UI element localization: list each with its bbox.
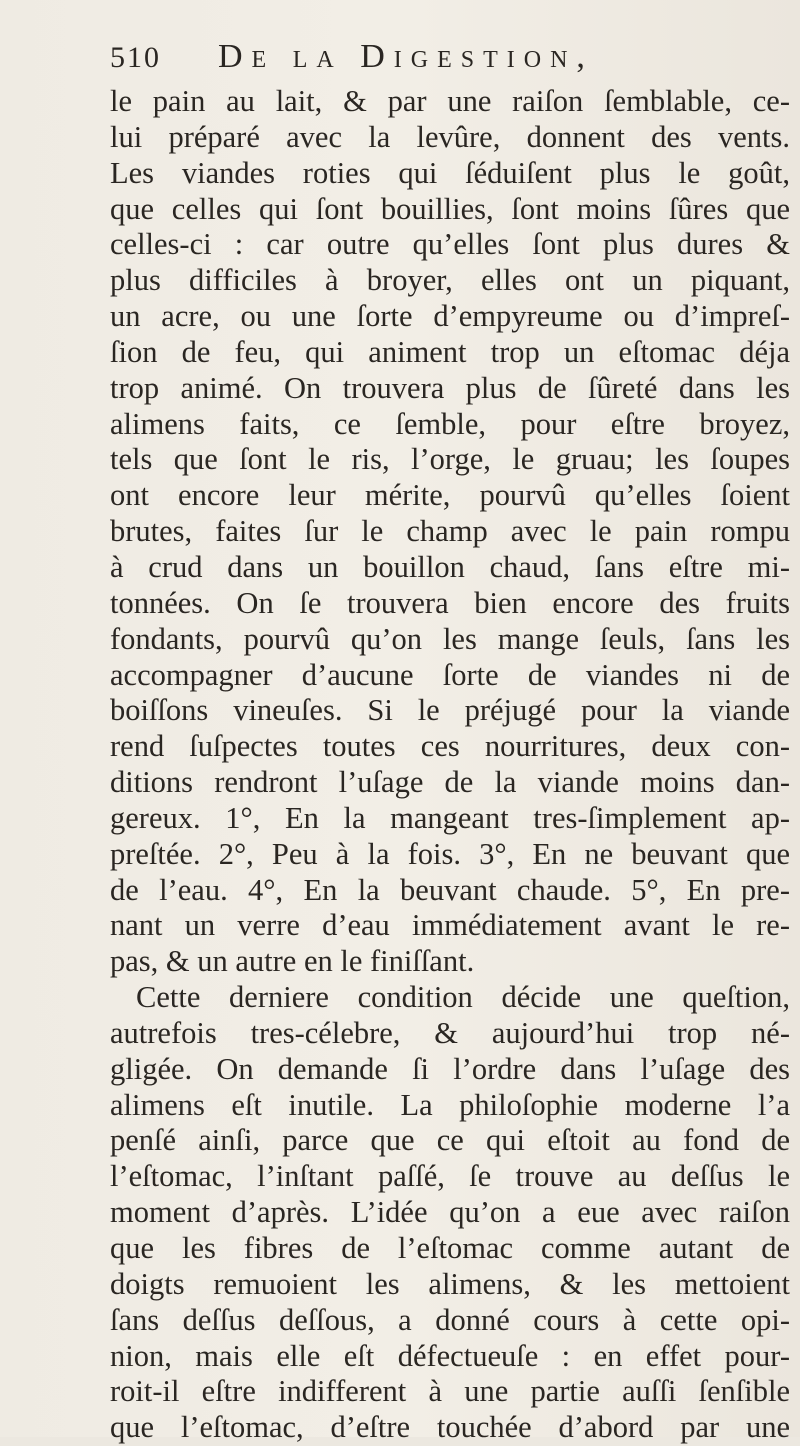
text-line: brutes, faites ſur le champ avec le pain rompu [110,514,790,549]
text-line: ſans deſſus deſſous, a donné cours à cette opi- [110,1302,790,1337]
text-line: ditions rendront l’uſage de la viande moins dan- [110,765,790,800]
text-line: tonnées. On ſe trouvera bien encore des fruits [110,585,790,620]
running-title: De la Digestion, [218,38,594,75]
text-line: pas, & un autre en le finiſſant. [110,944,475,979]
text-line: trop animé. On trouvera plus de ſûreté dans les [110,370,790,405]
text-line: moment d’après. L’idée qu’on a eue avec raiſon [110,1195,790,1230]
text-line: roit-il eſtre indifferent à une partie auſſi ſenſible [110,1374,790,1409]
text-line: nant un verre d’eau immédiatement avant le re- [110,908,790,943]
text-line: boiſſons vineuſes. Si le préjugé pour la viande [110,693,790,728]
text-line: accompagner d’aucune ſorte de viandes ni de [110,657,790,692]
text-line: à crud dans un bouillon chaud, ſans eſtre mi- [110,549,790,584]
text-line: Cette derniere condition décide une queſtion, [136,980,790,1015]
text-line: nion, mais elle eſt défectueuſe : en effet pour- [110,1338,790,1373]
text-line: que celles qui ſont bouillies, ſont moins ſûres que [110,191,790,226]
text-line: de l’eau. 4°, En la beuvant chaude. 5°, En pre- [110,872,790,907]
text-line: l’eſtomac, l’inſtant paſſé, ſe trouve au deſſus le [110,1159,790,1194]
text-line: preſtée. 2°, Peu à la fois. 3°, En ne beuvant que [110,836,790,871]
text-line: alimens eſt inutile. La philoſophie moderne l’a [110,1087,790,1122]
text-line: plus difficiles à broyer, elles ont un piquant, [110,263,790,298]
body-text [110,84,790,1446]
text-line: tels que ſont le ris, l’orge, le gruau; les ſoupes [110,442,790,477]
text-line: un acre, ou une ſorte d’empyreume ou d’impreſ- [110,299,790,334]
text-line: autrefois tres-célebre, & aujourd’hui trop né- [110,1015,790,1050]
text-line: ſion de feu, qui animent trop un eſtomac déja [110,334,790,369]
text-line: gereux. 1°, En la mangeant tres-ſimplement ap- [110,800,790,835]
text-line: celles-ci : car outre qu’elles ſont plus dures & [110,227,790,262]
text-line: que les fibres de l’eſtomac comme autant de [110,1231,790,1265]
text-line: penſé ainſi, parce que ce qui eſtoit au fond de [110,1123,790,1158]
text-line: le pain au lait, & par une raiſon ſemblable, ce- [110,84,790,118]
text-line: rend ſuſpectes toutes ces nourritures, deux con- [110,729,790,764]
text-line: gligée. On demande ſi l’ordre dans l’uſage des [110,1051,790,1086]
page-number: 510 [110,41,161,74]
text-line: que l’eſtomac, d’eſtre touchée d’abord par une [110,1410,790,1445]
text-line: ont encore leur mérite, pourvû qu’elles ſoient [110,478,790,513]
text-line: Les viandes roties qui ſéduiſent plus le goût, [110,155,790,190]
text-line: fondants, pourvû qu’on les mange ſeuls, ſans les [110,621,790,656]
page-header [110,38,790,88]
text-line: doigts remuoient les alimens, & les mettoient [110,1266,790,1301]
text-line: lui préparé avec la levûre, donnent des vents. [110,119,790,154]
text-line: alimens faits, ce ſemble, pour eſtre broyez, [110,406,790,441]
